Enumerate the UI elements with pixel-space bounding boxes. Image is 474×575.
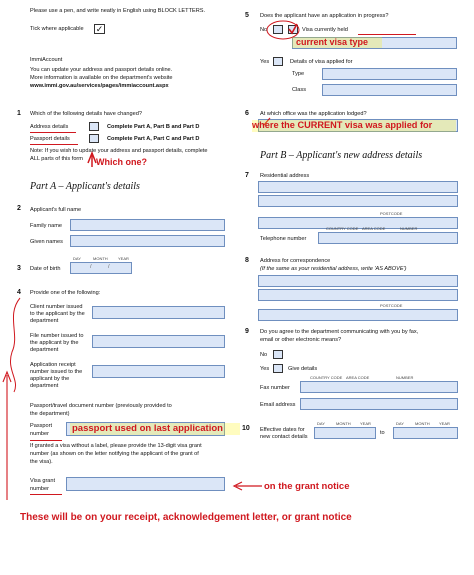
telephone-label: Telephone number [260, 236, 307, 242]
q9-yes-label: Yes [260, 366, 270, 372]
question-number: 3 [17, 265, 21, 272]
passport-doc-text: the department) [30, 411, 70, 417]
passport-doc-text: Passport/travel document number (previously provided to [30, 403, 172, 409]
question-number: 4 [17, 289, 21, 296]
q9-no-label: No [260, 352, 268, 358]
fax-label: Fax number [260, 385, 290, 391]
date-hint: MONTH [415, 421, 430, 426]
question-number: 8 [245, 257, 249, 264]
q5-no-label: No [260, 27, 268, 33]
application-receipt-label: applicant by the [30, 376, 70, 382]
question-number: 2 [17, 205, 21, 212]
q3-question: Date of birth [30, 266, 61, 272]
client-number-label: to the applicant by the [30, 311, 85, 317]
date-hint: YEAR [439, 421, 450, 426]
number-hint: NUMBER [396, 375, 414, 380]
question-number: 6 [245, 110, 249, 117]
q10-question: Effective dates for [260, 427, 305, 433]
application-receipt-label: number issued to the [30, 369, 83, 375]
q8-note: (If the same as your residential address, write 'AS ABOVE') [260, 266, 407, 272]
immiaccount-title: ImmiAccount [30, 57, 63, 63]
immiaccount-text: More information is available on the department's website [30, 75, 173, 81]
question-number: 9 [245, 328, 249, 335]
part-b-heading: Part B – Applicant's new address details [260, 150, 423, 161]
postcode-hint: POSTCODE [380, 211, 403, 216]
address-option-text: Complete Part A, Part B and Part D [107, 124, 200, 130]
question-number: 1 [17, 110, 21, 117]
q9-question: Do you agree to the department communicating with you by fax, [260, 329, 419, 335]
annotation-receipt-note: These will be on your receipt, acknowledgement letter, or grant notice [20, 512, 352, 523]
annotation-grant-notice: on the grant notice [264, 481, 350, 492]
q5-yes-label: Yes [260, 59, 270, 65]
date-hint: YEAR [360, 421, 371, 426]
number-hint: NUMBER [400, 226, 418, 231]
q1-note: Note: If you wish to update your address and passport details, complete [30, 148, 208, 154]
q4-question: Provide one of the following: [30, 290, 101, 296]
dob-month-hint: MONTH [93, 256, 108, 261]
file-number-label: File number issued to [30, 333, 84, 339]
client-number-label: Client number issued [30, 304, 83, 310]
annotation-passport-used: passport used on last application [72, 423, 223, 434]
class-label: Class [292, 87, 306, 93]
application-receipt-label: Application receipt [30, 362, 76, 368]
visa-grant-text: number (as shown on the letter notifying the applicant of the grant of [30, 451, 199, 457]
date-slash: / [90, 264, 92, 270]
date-hint: DAY [317, 421, 325, 426]
q5-question: Does the applicant have an application in progress? [260, 13, 389, 19]
to-label: to [380, 430, 385, 436]
visa-applied-label: Details of visa applied for [290, 59, 353, 65]
q6-question: At which office was the application lodged? [260, 111, 367, 117]
date-hint: DAY [396, 421, 404, 426]
part-a-heading: Part A – Applicant's details [30, 181, 140, 192]
dob-day-hint: DAY [73, 256, 81, 261]
visa-grant-label: number [30, 486, 49, 492]
q7-question: Residential address [260, 173, 310, 179]
q2-question: Applicant's full name [30, 207, 82, 213]
annotation-where-applied: where the CURRENT visa was applied for [252, 120, 433, 130]
q1-note: ALL parts of this form [30, 156, 83, 162]
q1-question: Which of the following details have changed? [30, 111, 142, 117]
area-code-hint: AREA CODE [346, 375, 370, 380]
annotation-tick [289, 24, 297, 33]
give-details-label: Give details [288, 366, 318, 372]
date-hint: MONTH [336, 421, 351, 426]
q9-question: email or other electronic means? [260, 337, 342, 343]
family-name-label: Family name [30, 223, 63, 229]
annotation-current-visa-type: current visa type [296, 37, 369, 47]
application-receipt-label: department [30, 383, 59, 389]
passport-details-label: Passport details [30, 136, 70, 142]
file-number-label: the applicant by the [30, 340, 79, 346]
country-code-hint: COUNTRY CODE [326, 226, 359, 231]
question-number: 10 [242, 425, 250, 432]
passport-number-label: Passport [30, 423, 53, 429]
question-number: 5 [245, 12, 249, 19]
visa-grant-text: the visa). [30, 459, 53, 465]
passport-number-label: number [30, 431, 49, 437]
annotation-which-one: Which one? [96, 157, 147, 167]
email-label: Email address [260, 402, 296, 408]
area-code-hint: AREA CODE [362, 226, 386, 231]
visa-grant-text: If granted a visa without a label, please provide the 13-digit visa grant [30, 443, 202, 449]
question-number: 7 [245, 172, 249, 179]
immiaccount-text: You can update your address and passport details online. [30, 67, 173, 73]
date-slash: / [108, 264, 110, 270]
passport-option-text: Complete Part A, Part C and Part D [107, 136, 200, 142]
visa-held-label: Visa currently held [302, 27, 348, 33]
country-code-hint: COUNTRY CODE [310, 375, 343, 380]
immiaccount-link[interactable]: www.immi.gov.au/services/pages/immiaccount.aspx [30, 83, 169, 89]
type-label: Type [292, 71, 305, 77]
given-names-label: Given names [30, 239, 63, 245]
client-number-label: department [30, 318, 59, 324]
instructions-text: Please use a pen, and write neatly in English using BLOCK LETTERS. [30, 8, 206, 14]
annotation-bracket [10, 298, 20, 392]
file-number-label: department [30, 347, 59, 353]
dob-year-hint: YEAR [118, 256, 129, 261]
address-details-label: Address details [30, 124, 69, 130]
q8-question: Address for correspondence [260, 258, 331, 264]
q10-question: new contact details [260, 434, 308, 440]
tick-example-box: ✓ [95, 24, 104, 34]
tick-instruction: Tick where applicable [30, 26, 84, 32]
visa-grant-label: Visa grant [30, 478, 56, 484]
postcode-hint: POSTCODE [380, 303, 403, 308]
